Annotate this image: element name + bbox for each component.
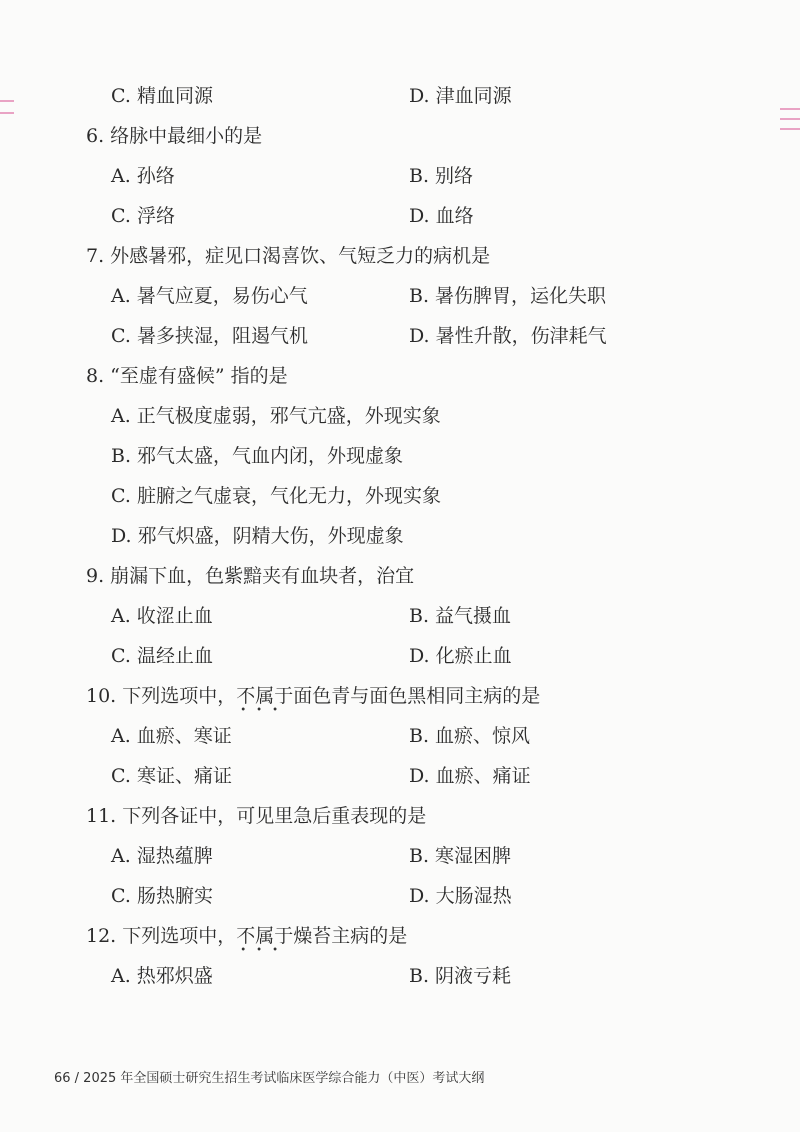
margin-mark-left	[0, 100, 14, 102]
option-label: B. 益气摄血	[409, 605, 512, 627]
option-label: C. 暑多挟湿，阻遏气机	[111, 325, 308, 347]
option-label: C. 浮络	[111, 205, 175, 227]
option-label: B. 暑伤脾胃，运化失职	[409, 285, 607, 307]
option-label: B. 邪气太盛，气血内闭，外现虚象	[111, 445, 404, 467]
option-label: A. 湿热蕴脾	[111, 845, 213, 867]
margin-mark-right	[780, 118, 800, 120]
option-label: C. 精血同源	[111, 85, 213, 107]
stem-text: 面色青与面色黑相同主病的是	[293, 685, 541, 707]
option-label: B. 别络	[409, 165, 474, 187]
option-label: D. 暑性升散，伤津耗气	[409, 325, 607, 347]
question-stem	[86, 684, 541, 716]
question-stem: 8. “至虚有盛候” 指的是	[86, 365, 288, 387]
stem-text: 10. 下列选项中，	[86, 685, 237, 707]
page-footer: 66 / 2025 年全国硕士研究生招生考试临床医学综合能力（中医）考试大纲	[54, 1071, 485, 1086]
option-label: C. 寒证、痛证	[111, 765, 232, 787]
option-label: B. 寒湿困脾	[409, 845, 512, 867]
option-label: D. 津血同源	[409, 85, 512, 107]
margin-mark-right	[780, 108, 800, 110]
option-label: A. 正气极度虚弱，邪气亢盛，外现实象	[111, 405, 441, 427]
margin-mark-right	[780, 128, 800, 130]
option-label: C. 脏腑之气虚衰，气化无力，外现实象	[111, 485, 441, 507]
option-label: D. 化瘀止血	[409, 645, 512, 667]
emphasis-text: 不属于 •••	[236, 685, 294, 716]
option-label: C. 温经止血	[111, 645, 213, 667]
margin-mark-left	[0, 112, 14, 114]
option-label: B. 阴液亏耗	[409, 965, 512, 987]
emphasis-text: 不属于 •••	[236, 925, 294, 956]
question-stem: 7. 外感暑邪，症见口渴喜饮、气短乏力的病机是	[86, 245, 491, 267]
emphasis-dots: •••	[240, 945, 288, 956]
option-label: D. 血瘀、痛证	[409, 765, 531, 787]
option-label: A. 血瘀、寒证	[111, 725, 232, 747]
option-label: A. 孙络	[111, 165, 175, 187]
question-stem: 9. 崩漏下血，色紫黯夹有血块者，治宜	[86, 565, 415, 587]
question-stem: 6. 络脉中最细小的是	[86, 125, 263, 147]
stem-text: 燥苔主病的是	[293, 925, 408, 947]
emphasis-dots: •••	[240, 705, 288, 716]
option-label: C. 肠热腑实	[111, 885, 213, 907]
option-label: A. 收涩止血	[111, 605, 213, 627]
option-label: D. 邪气炽盛，阴精大伤，外现虚象	[111, 525, 404, 547]
option-label: B. 血瘀、惊风	[409, 725, 531, 747]
question-stem	[86, 924, 408, 956]
option-label: A. 热邪炽盛	[111, 965, 213, 987]
option-label: D. 大肠湿热	[409, 885, 512, 907]
question-stem: 11. 下列各证中，可见里急后重表现的是	[86, 805, 427, 827]
stem-text: 12. 下列选项中，	[86, 925, 237, 947]
option-label: A. 暑气应夏，易伤心气	[111, 285, 308, 307]
option-label: D. 血络	[409, 205, 474, 227]
